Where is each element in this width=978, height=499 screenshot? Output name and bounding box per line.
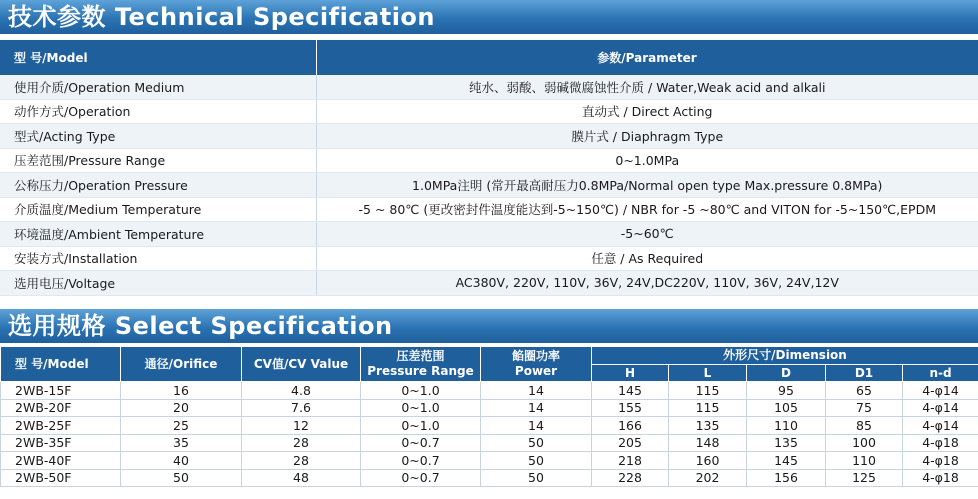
spec-row xyxy=(0,124,978,149)
header-pressure-cn: 压差范围 xyxy=(396,349,445,363)
spec-value: 膜片式 / Diaphragm Type xyxy=(316,124,978,149)
header-model: 型 号/Model xyxy=(0,40,316,75)
spec-value: 0~1.0MPa xyxy=(316,148,978,173)
cell-l: 135 xyxy=(669,417,747,435)
cell-cv: 12 xyxy=(242,417,361,435)
table-row xyxy=(1,434,978,452)
spec-value: AC380V, 220V, 110V, 36V, 24V,DC220V, 110V, 36V, 24V,12V xyxy=(316,271,978,296)
cell-h: 228 xyxy=(592,469,669,487)
cell-l: 115 xyxy=(669,399,747,417)
select-spec-table xyxy=(0,346,978,487)
cell-cv: 48 xyxy=(242,469,361,487)
header-d: D xyxy=(747,365,826,382)
header-power-en: Power xyxy=(514,364,558,378)
table-row xyxy=(1,399,978,417)
spec-label: 使用介质/Operation Medium xyxy=(0,75,316,99)
cell-nd: 4-φ18 xyxy=(903,434,978,452)
technical-spec-header-row xyxy=(0,40,978,75)
spec-label: 环境温度/Ambient Temperature xyxy=(0,222,316,247)
cell-cv: 7.6 xyxy=(242,399,361,417)
spec-value: -5 ~ 80℃ (更改密封件温度能达到-5~150℃) / NBR for -5 ~80℃ and VITON for -5~150℃,EPDM xyxy=(316,197,978,222)
cell-l: 202 xyxy=(669,469,747,487)
spec-row xyxy=(0,222,978,247)
header-parameter: 参数/Parameter xyxy=(316,40,978,75)
spec-label: 型式/Acting Type xyxy=(0,124,316,149)
technical-spec-banner xyxy=(0,0,978,34)
cell-model: 2WB-40F xyxy=(1,452,121,470)
spec-value: 直动式 / Direct Acting xyxy=(316,99,978,124)
spec-value: 任意 / As Required xyxy=(316,246,978,271)
cell-pressure: 0~0.7 xyxy=(361,434,481,452)
cell-pressure: 0~1.0 xyxy=(361,382,481,400)
cell-h: 166 xyxy=(592,417,669,435)
header-d1: D1 xyxy=(826,365,903,382)
cell-model: 2WB-25F xyxy=(1,417,121,435)
cell-power: 50 xyxy=(481,469,592,487)
header-cv: CV值/CV Value xyxy=(242,347,361,382)
cell-orifice: 16 xyxy=(121,382,242,400)
cell-d1: 110 xyxy=(826,452,903,470)
cell-nd: 4-φ14 xyxy=(903,382,978,400)
cell-orifice: 20 xyxy=(121,399,242,417)
cell-d1: 100 xyxy=(826,434,903,452)
cell-power: 14 xyxy=(481,399,592,417)
cell-d1: 85 xyxy=(826,417,903,435)
spec-row xyxy=(0,271,978,296)
cell-nd: 4-φ14 xyxy=(903,399,978,417)
cell-l: 115 xyxy=(669,382,747,400)
cell-h: 145 xyxy=(592,382,669,400)
header-model: 型 号/Model xyxy=(1,347,121,382)
spec-row xyxy=(0,99,978,124)
cell-d: 105 xyxy=(747,399,826,417)
cell-d1: 75 xyxy=(826,399,903,417)
cell-pressure: 0~0.7 xyxy=(361,469,481,487)
header-orifice: 通径/Orifice xyxy=(121,347,242,382)
cell-power: 50 xyxy=(481,434,592,452)
cell-d1: 65 xyxy=(826,382,903,400)
cell-d: 156 xyxy=(747,469,826,487)
cell-power: 14 xyxy=(481,417,592,435)
cell-h: 218 xyxy=(592,452,669,470)
cell-power: 14 xyxy=(481,382,592,400)
header-power xyxy=(481,347,592,382)
header-dimension: 外形尺寸/Dimension xyxy=(592,347,978,365)
header-nd: n-d xyxy=(903,365,978,382)
spec-row xyxy=(0,173,978,198)
table-row xyxy=(1,417,978,435)
header-pressure-en: Pressure Range xyxy=(367,364,474,378)
select-header-row xyxy=(1,347,978,365)
cell-h: 155 xyxy=(592,399,669,417)
select-spec-title: 选用规格 Select Specification xyxy=(8,312,393,340)
cell-pressure: 0~0.7 xyxy=(361,452,481,470)
spec-label: 选用电压/Voltage xyxy=(0,271,316,296)
cell-h: 205 xyxy=(592,434,669,452)
spec-row xyxy=(0,148,978,173)
cell-d: 135 xyxy=(747,434,826,452)
technical-spec-title: 技术参数 Technical Specification xyxy=(8,3,436,31)
table-row xyxy=(1,382,978,400)
spec-row xyxy=(0,197,978,222)
spec-label: 介质温度/Medium Temperature xyxy=(0,197,316,222)
cell-d: 95 xyxy=(747,382,826,400)
cell-d: 145 xyxy=(747,452,826,470)
spec-value: 纯水、弱酸、弱碱微腐蚀性介质 / Water,Weak acid and alkali xyxy=(316,75,978,99)
table-row xyxy=(1,469,978,487)
cell-model: 2WB-20F xyxy=(1,399,121,417)
spec-label: 动作方式/Operation xyxy=(0,99,316,124)
cell-nd: 4-φ14 xyxy=(903,417,978,435)
cell-model: 2WB-15F xyxy=(1,382,121,400)
cell-d1: 125 xyxy=(826,469,903,487)
table-row xyxy=(1,452,978,470)
cell-model: 2WB-50F xyxy=(1,469,121,487)
cell-pressure: 0~1.0 xyxy=(361,417,481,435)
select-spec-banner xyxy=(0,309,978,343)
cell-model: 2WB-35F xyxy=(1,434,121,452)
cell-l: 160 xyxy=(669,452,747,470)
cell-orifice: 40 xyxy=(121,452,242,470)
header-pressure xyxy=(361,347,481,382)
header-h: H xyxy=(592,365,669,382)
cell-nd: 4-φ18 xyxy=(903,452,978,470)
spec-value: -5~60℃ xyxy=(316,222,978,247)
spec-label: 安装方式/Installation xyxy=(0,246,316,271)
spec-row xyxy=(0,246,978,271)
spec-label: 压差范围/Pressure Range xyxy=(0,148,316,173)
spec-label: 公称压力/Operation Pressure xyxy=(0,173,316,198)
cell-d: 110 xyxy=(747,417,826,435)
cell-l: 148 xyxy=(669,434,747,452)
header-power-cn: 餡圈功率 xyxy=(511,349,560,363)
cell-cv: 28 xyxy=(242,434,361,452)
cell-cv: 4.8 xyxy=(242,382,361,400)
spec-row xyxy=(0,75,978,99)
cell-orifice: 35 xyxy=(121,434,242,452)
technical-spec-table xyxy=(0,40,978,296)
cell-orifice: 50 xyxy=(121,469,242,487)
cell-cv: 28 xyxy=(242,452,361,470)
cell-nd: 4-φ18 xyxy=(903,469,978,487)
cell-power: 50 xyxy=(481,452,592,470)
cell-pressure: 0~1.0 xyxy=(361,399,481,417)
cell-orifice: 25 xyxy=(121,417,242,435)
spec-value: 1.0MPa注明 (常开最高耐压力0.8MPa/Normal open type Max.pressure 0.8MPa) xyxy=(316,173,978,198)
header-l: L xyxy=(669,365,747,382)
